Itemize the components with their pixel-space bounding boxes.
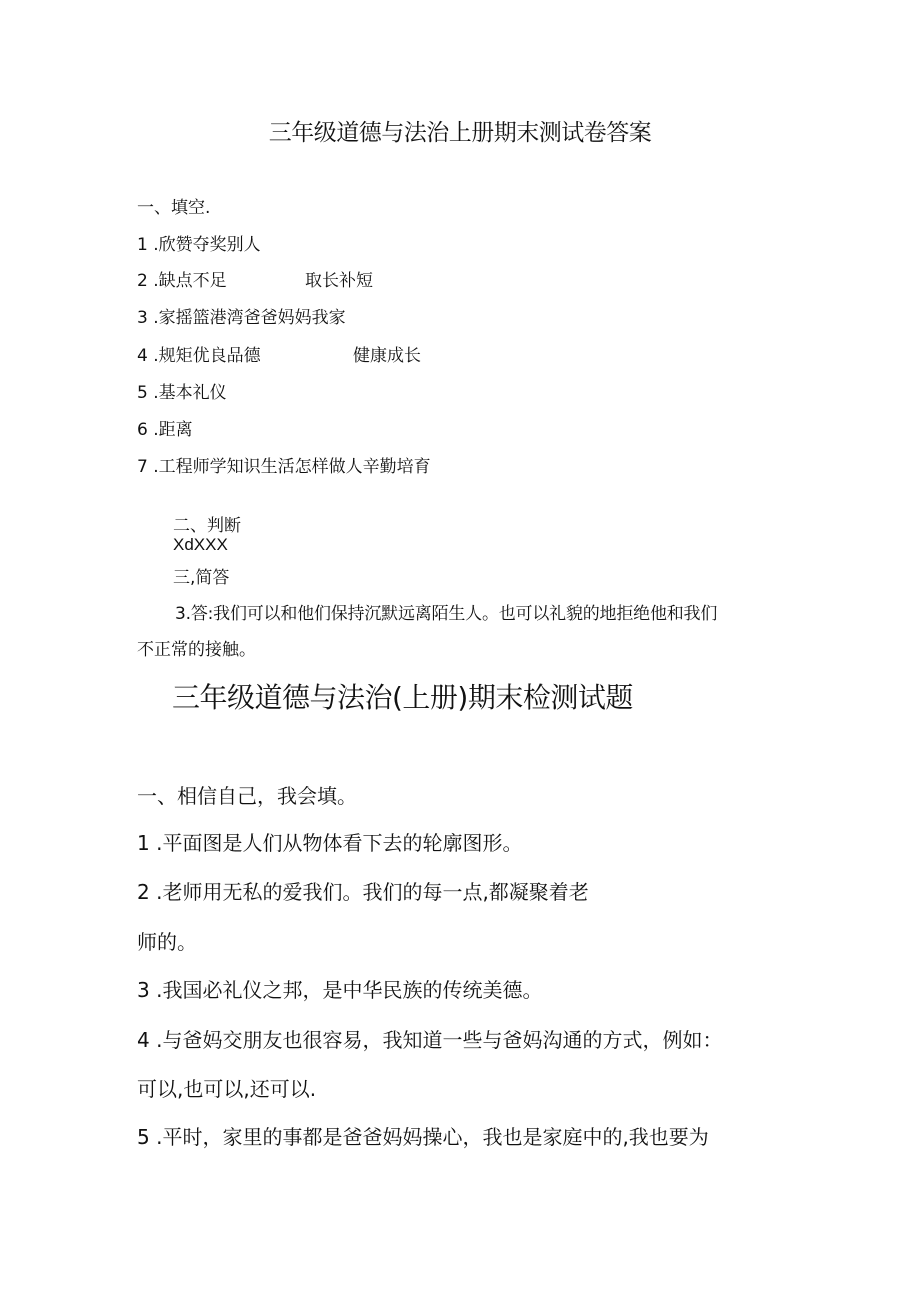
answer-item-number: 5: [137, 383, 148, 403]
test-question-2-line-2: 师的。: [137, 930, 197, 954]
test-question-4-line-2: 可以,也可以,还可以.: [137, 1077, 317, 1101]
answer-item-text: .工程师学知识生活怎样做人辛勤培育: [153, 457, 431, 477]
answer-item-number: 3: [137, 308, 148, 328]
answer-item-1: [137, 230, 261, 255]
answer-item-number: 1: [137, 235, 148, 255]
answer-item-5: [137, 378, 227, 403]
answer-item-number: 7: [137, 457, 148, 477]
answer-item-text: .规矩优良品德: [153, 346, 261, 366]
answer-item-6: [137, 415, 193, 440]
test-question-1: 1 .平面图是人们从物体看下去的轮廓图形。: [137, 831, 523, 855]
answer-item-text: .缺点不足: [153, 271, 227, 291]
test-question-4-line-1: 4 .与爸妈交朋友也很容易，我知道一些与爸妈沟通的方式，例如：: [137, 1028, 723, 1052]
answer-item-number: 4: [137, 346, 148, 366]
test-section-fill-blank: 一、相信自己，我会填。: [137, 784, 357, 808]
answer-item-3: [137, 303, 346, 328]
test-question-3: 3 .我国必礼仪之邦，是中华民族的传统美德。: [137, 978, 543, 1002]
answer-item-text-second: 取长补短: [305, 271, 373, 291]
answer-item-number: 6: [137, 420, 148, 440]
test-question-2-line-1: 2 .老师用无私的爱我们。我们的每一点,都凝聚着老: [137, 880, 589, 904]
answer-item-4: [137, 341, 421, 366]
answers-section-judgement: 二、判断: [173, 516, 241, 536]
answer-item-text: .基本礼仪: [153, 383, 227, 403]
judgement-answers: XdXXX: [173, 535, 228, 554]
answer-item-7: [137, 452, 431, 477]
answers-section-short-answer: 三,简答: [173, 568, 230, 588]
answer-item-text: .家摇篮港湾爸爸妈妈我家: [153, 308, 346, 328]
answer-item-text-second: 健康成长: [353, 346, 421, 366]
answer-item-2: [137, 266, 373, 291]
answer-item-text: .欣赞夺奖别人: [153, 235, 261, 255]
test-title: 三年级道德与法治(上册)期末检测试题: [172, 681, 633, 714]
answer-item-number: 2: [137, 271, 148, 291]
test-question-5: 5 .平时，家里的事都是爸爸妈妈操心，我也是家庭中的,我也要为: [137, 1125, 709, 1149]
short-answer-line-2: 不正常的接触。: [137, 640, 256, 660]
answer-item-text: .距离: [153, 420, 193, 440]
answers-section-fill-blank: 一、填空.: [137, 198, 211, 218]
answers-title: 三年级道德与法治上册期末测试卷答案: [268, 120, 652, 146]
short-answer-line-1: 3.答:我们可以和他们保持沉默远离陌生人。也可以礼貌的地拒绝他和我们: [175, 604, 718, 624]
